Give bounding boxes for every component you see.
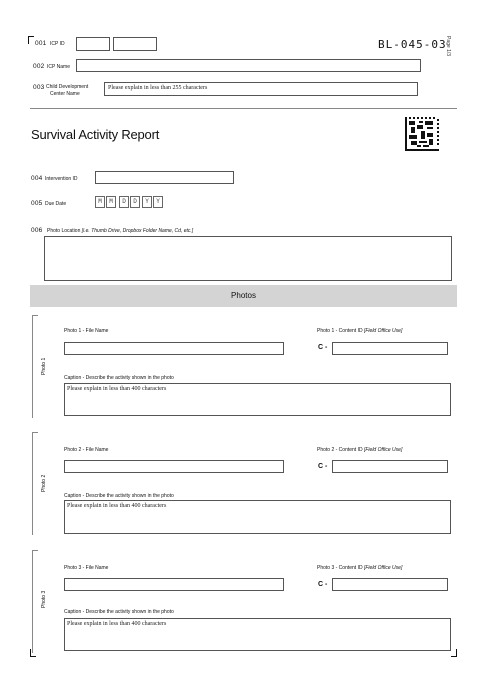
photo-2-side-label: Photo 2 <box>41 474 47 492</box>
due-date-month-2[interactable]: M <box>106 196 116 208</box>
due-date-year-1[interactable]: Y <box>142 196 152 208</box>
field-003-number: 003 <box>33 84 45 91</box>
photo-3-side-tick <box>32 550 38 551</box>
icp-id-label: ICP ID <box>50 41 65 47</box>
photo-1-file-name-input[interactable] <box>64 342 284 355</box>
photo-3-content-id-hint: [Field Office Use] <box>363 565 403 571</box>
photo-location-hint: [i.e. Thumb Drive, Dropbox Folder Name, Cd, etc.] <box>81 228 194 234</box>
page-title: Survival Activity Report <box>31 127 160 142</box>
photo-3-side-label: Photo 3 <box>41 590 47 608</box>
data-matrix-code <box>405 117 439 151</box>
photo-1-caption-label: Caption - Describe the activity shown in the photo <box>64 375 174 381</box>
document-code: BL-045-03 <box>378 38 447 51</box>
photo-2-c-prefix: C - <box>318 463 328 470</box>
photo-2-caption-label: Caption - Describe the activity shown in the photo <box>64 493 174 499</box>
photo-3-caption-textarea[interactable] <box>64 618 451 651</box>
page-indicator: Page 1/3 <box>445 36 451 57</box>
photo-1-caption-hint: Please explain in less than 400 characters <box>67 386 167 392</box>
photo-3-caption-hint: Please explain in less than 400 characters <box>67 621 167 627</box>
photo-3-file-name-input[interactable] <box>64 578 284 591</box>
cdc-name-label-line1: Child Development <box>46 84 89 90</box>
photo-3-block <box>32 550 460 653</box>
photo-1-content-id-hint: [Field Office Use] <box>363 328 403 334</box>
field-005-number: 005 <box>31 200 43 207</box>
photo-1-block <box>32 315 460 418</box>
photo-1-caption-textarea[interactable] <box>64 383 451 416</box>
photo-1-content-id-text: Photo 1 - Content ID <box>317 328 363 334</box>
photo-2-side-tick <box>32 432 38 433</box>
photo-2-block <box>32 432 460 535</box>
photo-3-content-id-text: Photo 3 - Content ID <box>317 565 363 571</box>
photo-location-label-text: Photo Location <box>47 228 81 234</box>
photo-2-content-id-input[interactable] <box>332 460 448 473</box>
intervention-id-label: Intervention ID <box>45 176 78 182</box>
photo-1-content-id-input[interactable] <box>332 342 448 355</box>
due-date-day-1[interactable]: D <box>119 196 129 208</box>
photo-2-file-name-input[interactable] <box>64 460 284 473</box>
photo-2-caption-hint: Please explain in less than 400 characters <box>67 503 167 509</box>
photo-1-side-tick <box>32 315 38 316</box>
photo-3-content-id-label <box>317 565 402 571</box>
photo-3-content-id-input[interactable] <box>332 578 448 591</box>
photo-2-content-id-label <box>317 447 402 453</box>
crop-mark-top-left <box>28 36 34 44</box>
icp-name-input[interactable] <box>76 59 421 72</box>
due-date-year-2[interactable]: Y <box>153 196 163 208</box>
photo-3-side-rule <box>32 550 33 653</box>
photo-2-content-id-text: Photo 2 - Content ID <box>317 447 363 453</box>
photo-1-side-rule <box>32 315 33 418</box>
icp-name-label: ICP Name <box>47 64 70 70</box>
photo-1-c-prefix: C - <box>318 344 328 351</box>
photo-2-content-id-hint: [Field Office Use] <box>363 447 403 453</box>
photo-location-label <box>47 228 193 234</box>
photo-2-file-name-label: Photo 2 - File Name <box>64 447 109 453</box>
photo-1-content-id-label <box>317 328 402 334</box>
cdc-name-input[interactable] <box>104 82 418 96</box>
photo-location-textarea[interactable] <box>44 236 452 281</box>
cdc-name-label-line2: Center Name <box>50 91 80 97</box>
photo-3-c-prefix: C - <box>318 581 328 588</box>
due-date-month-1[interactable]: M <box>95 196 105 208</box>
due-date-day-2[interactable]: D <box>130 196 140 208</box>
photo-1-side-label: Photo 1 <box>41 357 47 375</box>
photo-2-side-rule <box>32 432 33 535</box>
field-006-number: 006 <box>31 227 43 234</box>
field-004-number: 004 <box>31 175 43 182</box>
photo-1-file-name-label: Photo 1 - File Name <box>64 328 109 334</box>
photos-section-header: Photos <box>30 285 457 307</box>
photo-3-file-name-label: Photo 3 - File Name <box>64 565 109 571</box>
cdc-name-hint: Please explain in less than 255 characters <box>108 85 208 91</box>
photo-3-caption-label: Caption - Describe the activity shown in the photo <box>64 609 174 615</box>
header-divider <box>30 108 457 109</box>
photo-2-caption-textarea[interactable] <box>64 500 451 534</box>
due-date-label: Due Date <box>45 201 67 207</box>
field-002-number: 002 <box>33 63 45 70</box>
icp-id-input-2[interactable] <box>113 37 157 51</box>
intervention-id-input[interactable] <box>95 171 234 184</box>
icp-id-input-1[interactable] <box>76 37 110 51</box>
field-001-number: 001 <box>35 40 47 47</box>
